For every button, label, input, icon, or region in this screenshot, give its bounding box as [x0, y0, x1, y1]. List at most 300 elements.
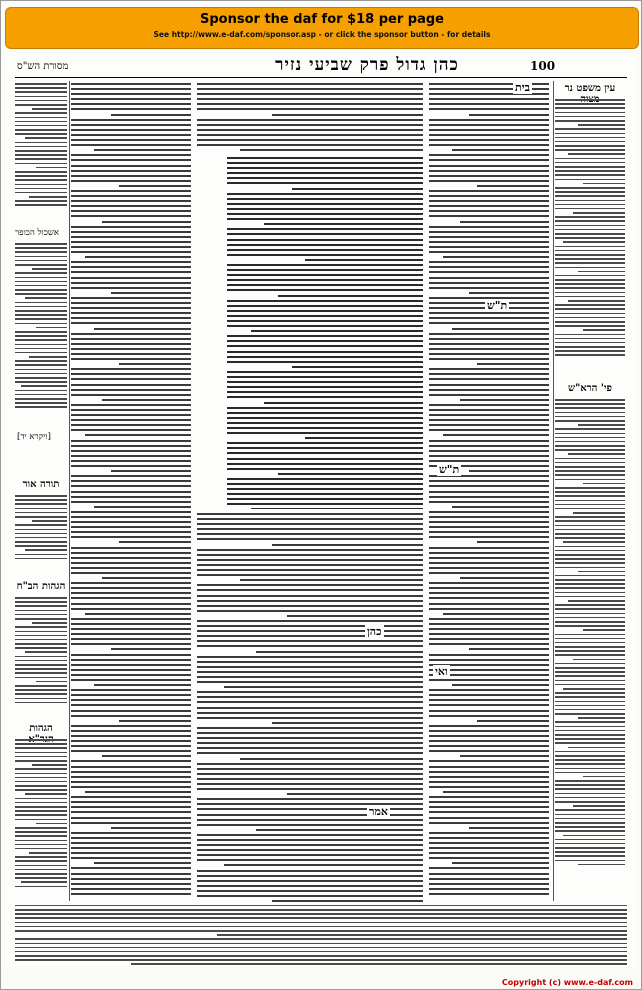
text-line: [555, 166, 625, 168]
text-line: [15, 100, 67, 102]
text-line: [429, 134, 549, 136]
text-line: [555, 174, 625, 176]
text-line: [555, 583, 625, 585]
text-line: [568, 300, 625, 302]
text-line: [224, 864, 423, 866]
torah-or-heading: תורה אור: [15, 479, 67, 490]
text-line: [71, 119, 191, 121]
text-line: [555, 734, 625, 736]
text-line: [555, 851, 625, 853]
text-line: [555, 516, 625, 518]
text-line: [15, 913, 627, 915]
text-line: [227, 345, 423, 347]
text-line: [197, 691, 423, 693]
text-line: [555, 283, 625, 285]
text-line: [264, 402, 423, 404]
text-line: [429, 745, 549, 747]
text-line: [272, 900, 423, 902]
text-line: [555, 684, 625, 686]
text-line: [15, 512, 67, 514]
text-line: [71, 689, 191, 691]
text-line: [197, 854, 423, 856]
text-line: [555, 462, 625, 464]
text-line: [429, 312, 549, 314]
text-line: [71, 531, 191, 533]
text-line: [227, 239, 423, 241]
text-line: [555, 701, 625, 703]
text-line: [197, 727, 423, 729]
text-line: [15, 848, 67, 850]
dibbur-hamatchil: כהן: [367, 625, 382, 638]
text-line: [555, 416, 625, 418]
text-line: [197, 696, 423, 698]
text-line: [32, 108, 67, 110]
text-line: [197, 742, 423, 744]
text-line: [71, 521, 191, 523]
sponsor-banner[interactable]: [5, 7, 639, 49]
text-line: [555, 407, 625, 409]
text-line: [15, 951, 627, 953]
text-line: [197, 656, 423, 658]
text-line: [227, 279, 423, 281]
text-line: [71, 353, 191, 355]
text-line: [15, 285, 67, 287]
text-line: [15, 917, 627, 919]
text-line: [197, 88, 423, 90]
text-line: [71, 297, 191, 299]
text-line: [460, 399, 549, 401]
text-line: [227, 463, 423, 465]
text-line: [197, 895, 423, 897]
text-line: [583, 629, 625, 631]
text-line: [264, 223, 423, 225]
text-line: [227, 351, 423, 353]
text-line: [256, 651, 423, 653]
text-line: [555, 317, 625, 319]
text-line: [71, 511, 191, 513]
text-line: [555, 525, 625, 527]
text-line: [71, 822, 191, 824]
margin-note: אשכול הכופר: [15, 228, 59, 238]
text-line: [555, 604, 625, 606]
text-line: [15, 693, 67, 695]
text-line: [71, 251, 191, 253]
text-line: [227, 244, 423, 246]
header-rule: [15, 77, 627, 78]
text-line: [272, 544, 423, 546]
text-line: [555, 533, 625, 535]
text-line: [71, 322, 191, 324]
text-line: [15, 125, 67, 127]
text-line: [102, 399, 191, 401]
text-line: [197, 139, 423, 141]
text-line: [15, 668, 67, 670]
left-margin-mid: [15, 243, 67, 423]
text-line: [15, 698, 67, 700]
text-line: [227, 407, 423, 409]
text-line: [555, 675, 625, 677]
text-line: [477, 720, 549, 722]
text-line: [15, 626, 67, 628]
text-line: [555, 705, 625, 707]
text-line: [15, 524, 67, 526]
text-line: [555, 338, 625, 340]
text-line: [15, 344, 67, 346]
text-line: [71, 414, 191, 416]
text-line: [555, 650, 625, 652]
text-line: [71, 358, 191, 360]
text-line: [429, 368, 549, 370]
text-line: [429, 414, 549, 416]
text-line: [305, 259, 423, 261]
text-line: [469, 292, 549, 294]
text-line: [443, 256, 549, 258]
text-line: [429, 597, 549, 599]
text-line: [197, 584, 423, 586]
text-line: [71, 832, 191, 834]
text-line: [227, 386, 423, 388]
text-line: [568, 747, 625, 749]
text-line: [15, 529, 67, 531]
text-line: [555, 830, 625, 832]
text-line: [15, 256, 67, 258]
text-line: [555, 793, 625, 795]
text-line: [429, 129, 549, 131]
text-line: [555, 713, 625, 715]
text-line: [15, 348, 67, 350]
text-line: [251, 508, 423, 509]
text-line: [583, 483, 625, 485]
text-line: [555, 258, 625, 260]
page-title: כהן גדול פרק שביעי נזיר: [275, 55, 459, 75]
text-line: [71, 694, 191, 696]
text-line: [555, 759, 625, 761]
text-line: [429, 562, 549, 564]
footnote-band: [15, 909, 627, 965]
text-line: [71, 266, 191, 268]
text-line: [227, 340, 423, 342]
text-line: [227, 228, 423, 230]
text-line: [429, 608, 549, 610]
text-line: [227, 503, 423, 505]
text-line: [555, 788, 625, 790]
text-line: [555, 554, 625, 556]
text-line: [15, 886, 67, 888]
text-line: [71, 750, 191, 752]
text-line: [452, 506, 549, 508]
text-line: [240, 149, 423, 151]
text-line: [555, 692, 625, 694]
text-line: [555, 742, 625, 744]
text-line: [71, 847, 191, 849]
text-line: [71, 485, 191, 487]
text-line: [227, 193, 423, 195]
text-line: [555, 558, 625, 560]
text-line: [15, 743, 67, 745]
text-line: [15, 91, 67, 93]
text-line: [15, 369, 67, 371]
text-line: [227, 208, 423, 210]
text-line: [15, 508, 67, 510]
text-line: [94, 149, 191, 151]
text-line: [15, 87, 67, 89]
text-line: [429, 195, 549, 197]
text-line: [272, 722, 423, 724]
text-line: [555, 204, 625, 206]
text-line: [429, 857, 549, 859]
text-line: [15, 306, 67, 308]
text-line: [25, 651, 67, 653]
text-line: [15, 558, 67, 560]
text-line: [555, 592, 625, 594]
text-line: [197, 549, 423, 551]
text-line: [71, 633, 191, 635]
text-line: [71, 159, 191, 161]
text-line: [227, 458, 423, 460]
text-line: [555, 814, 625, 816]
text-line: [555, 225, 625, 227]
text-line: [197, 844, 423, 846]
text-line: [71, 307, 191, 309]
text-line: [555, 596, 625, 598]
text-line: [71, 190, 191, 192]
text-line: [15, 635, 67, 637]
text-line: [555, 680, 625, 682]
text-line: [15, 959, 627, 961]
text-line: [15, 184, 67, 186]
text-line: [563, 241, 625, 243]
text-line: [15, 121, 67, 123]
text-line: [25, 549, 67, 551]
text-line: [197, 564, 423, 566]
text-line: [555, 671, 625, 673]
text-line: [15, 909, 627, 911]
text-line: [429, 440, 549, 442]
text-line: [429, 455, 549, 457]
text-line: [71, 806, 191, 808]
dibbur-hamatchil: אמר: [369, 805, 388, 818]
text-line: [36, 681, 67, 683]
text-line: [429, 353, 549, 355]
text-line: [197, 528, 423, 530]
text-line: [555, 103, 625, 105]
text-line: [25, 137, 67, 139]
text-line: [429, 893, 549, 895]
text-line: [15, 537, 67, 539]
text-line: [71, 643, 191, 645]
text-line: [227, 310, 423, 312]
text-line: [429, 536, 549, 538]
text-line: [71, 735, 191, 737]
text-line: [131, 963, 627, 965]
text-line: [197, 701, 423, 703]
text-line: [71, 669, 191, 671]
text-line: [197, 108, 423, 110]
text-line: [429, 180, 549, 182]
text-line: [197, 681, 423, 683]
text-line: [555, 403, 625, 405]
text-line: [452, 862, 549, 864]
text-line: [555, 491, 625, 493]
text-line: [429, 322, 549, 324]
text-line: [429, 842, 549, 844]
text-line: [555, 818, 625, 820]
text-line: [583, 776, 625, 778]
text-line: [21, 881, 67, 883]
text-line: [15, 171, 67, 173]
text-line: [71, 231, 191, 233]
text-line: [71, 801, 191, 803]
text-line: [555, 470, 625, 472]
text-line: [555, 730, 625, 732]
text-line: [429, 878, 549, 880]
text-line: [429, 485, 549, 487]
text-line: [71, 180, 191, 182]
text-line: [15, 664, 67, 666]
talmud-page: [7, 53, 635, 967]
text-line: [429, 165, 549, 167]
text-line: [555, 99, 625, 101]
text-line: [15, 840, 67, 842]
text-line: [555, 667, 625, 669]
torah-or-column: [15, 495, 67, 575]
text-line: [15, 631, 67, 633]
text-line: [15, 831, 67, 833]
text-line: [15, 938, 627, 940]
text-line: [573, 659, 625, 661]
text-line: [15, 689, 67, 691]
column-divider: [553, 81, 554, 901]
text-line: [555, 780, 625, 782]
text-line: [429, 200, 549, 202]
text-line: [71, 88, 191, 90]
text-line: [102, 755, 191, 757]
text-line: [555, 546, 625, 548]
text-line: [71, 200, 191, 202]
text-line: [15, 117, 67, 119]
text-line: [292, 188, 423, 190]
text-line: [555, 696, 625, 698]
text-line: [429, 547, 549, 549]
text-line: [555, 325, 625, 327]
text-line: [429, 358, 549, 360]
text-line: [429, 124, 549, 126]
text-line: [477, 541, 549, 543]
text-line: [15, 760, 67, 762]
rosh-heading: פי' הרא"ש: [555, 383, 625, 394]
text-line: [555, 487, 625, 489]
text-line: [71, 536, 191, 538]
text-line: [469, 470, 549, 472]
text-line: [71, 699, 191, 701]
text-line: [15, 154, 67, 156]
text-line: [197, 595, 423, 597]
text-line: [71, 404, 191, 406]
text-line: [578, 424, 625, 426]
text-line: [555, 768, 625, 770]
text-line: [15, 614, 67, 616]
text-line: [71, 312, 191, 314]
text-line: [555, 346, 625, 348]
text-line: [197, 732, 423, 734]
text-line: [15, 789, 67, 791]
text-line: [15, 702, 67, 704]
text-line: [15, 302, 67, 304]
text-line: [555, 179, 625, 181]
text-line: [555, 116, 625, 118]
text-line: [15, 264, 67, 266]
text-line: [71, 175, 191, 177]
text-line: [429, 822, 549, 824]
text-line: [555, 195, 625, 197]
text-line: [197, 666, 423, 668]
text-line: [573, 805, 625, 807]
text-line: [15, 533, 67, 535]
text-line: [71, 582, 191, 584]
text-line: [429, 806, 549, 808]
sponsor-title[interactable]: Sponsor the daf for $18 per page: [200, 12, 444, 27]
text-line: [227, 391, 423, 393]
text-line: [15, 381, 67, 383]
text-line: [15, 756, 67, 758]
text-line: [227, 289, 423, 291]
text-line: [555, 334, 625, 336]
text-line: [197, 93, 423, 95]
text-line: [85, 791, 191, 793]
text-line: [71, 338, 191, 340]
text-line: [555, 763, 625, 765]
text-line: [429, 343, 549, 345]
text-line: [197, 783, 423, 785]
text-line: [71, 429, 191, 431]
text-line: [15, 133, 67, 135]
sponsor-subtitle[interactable]: See http://www.e-daf.com/sponsor.asp - or click the sponsor button - for details: [153, 30, 491, 39]
text-line: [71, 659, 191, 661]
text-line: [197, 119, 423, 121]
text-line: [429, 771, 549, 773]
text-line: [555, 500, 625, 502]
text-line: [71, 623, 191, 625]
text-line: [197, 778, 423, 780]
text-line: [429, 592, 549, 594]
text-line: [71, 373, 191, 375]
text-line: [71, 496, 191, 498]
text-line: [71, 893, 191, 895]
text-line: [71, 384, 191, 386]
text-line: [429, 491, 549, 493]
text-line: [71, 740, 191, 742]
text-line: [429, 154, 549, 156]
text-line: [555, 133, 625, 135]
text-line: [71, 378, 191, 380]
text-line: [429, 404, 549, 406]
margin-note: [ויקרא יד]: [17, 432, 51, 442]
text-line: [227, 177, 423, 179]
text-line: [227, 376, 423, 378]
text-line: [15, 192, 67, 194]
text-line: [15, 773, 67, 775]
text-line: [71, 710, 191, 712]
text-line: [429, 205, 549, 207]
text-line: [15, 618, 67, 620]
text-line: [227, 427, 423, 429]
text-line: [429, 450, 549, 452]
text-line: [429, 419, 549, 421]
text-line: [555, 254, 625, 256]
text-line: [15, 499, 67, 501]
text-line: [429, 735, 549, 737]
text-line: [555, 112, 625, 114]
